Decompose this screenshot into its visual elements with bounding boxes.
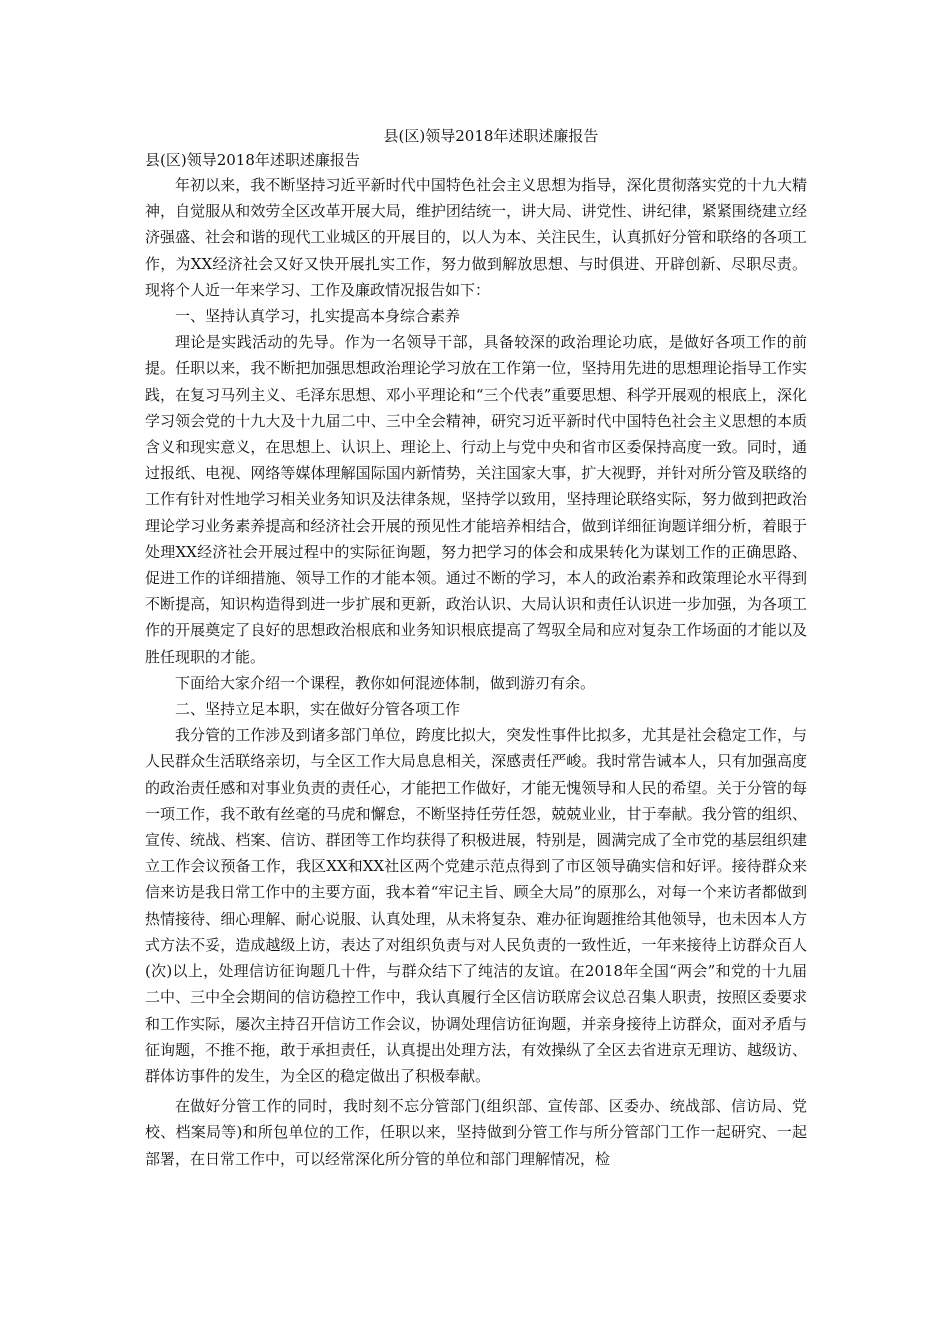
section-heading-2: 二、坚持立足本职，实在做好分管各项工作 [175, 700, 461, 719]
paragraph-intro: 年初以来，我不断坚持习近平新时代中国特色社会主义思想为指导，深化贯彻落实党的十九大精神，自觉服从和效劳全区改革开展大局，维护团结统一，讲大局、讲党性、讲纪律，紧紧围绕建立经济强盛、社会和谐的现代工业城区的开展目的，以人为本、关注民生，认真抓好分管和联络的各项工作，为XX经济社会又好又快开展扎实工作，努力做到解放思想、与时俱进、开辟创新、尽职尽责。现将个人近一年来学习、工作及廉政情况报告如下： [145, 176, 807, 299]
document-subtitle: 县(区)领导2018年述职述廉报告 [145, 151, 360, 169]
paragraph-departments: 在做好分管工作的同时，我时刻不忘分管部门(组织部、宣传部、区委办、统战部、信访局、党校、档案局等)和所包单位的工作，任职以来，坚持做到分管工作与所分管部门工作一起研究、一起部署，在日常工作中，可以经常深化所分管的单位和部门理解情况，检 [145, 1097, 807, 1168]
section-heading-1: 一、坚持认真学习，扎实提高本身综合素养 [175, 307, 461, 326]
paragraph-course-note: 下面给大家介绍一个课程，教你如何混迹体制，做到游刃有余。 [175, 673, 596, 692]
paragraph-duties: 我分管的工作涉及到诸多部门单位，跨度比拟大，突发性事件比拟多，尤其是社会稳定工作，与人民群众生活联络亲切，与全区工作大局息息相关，深感责任严峻。我时常告诫本人，只有加强高度的政治责任感和对事业负责的责任心，才能把工作做好，才能无愧领导和人民的希望。关于分管的每一项工作，我不敢有丝毫的马虎和懈怠，不断坚持任劳任怨，兢兢业业，甘于奉献。我分管的组织、宣传、统战、档案、信访、群团等工作均获得了积极进展，特别是，圆满完成了全市党的基层组织建立工作会议预备工作，我区XX和XX社区两个党建示范点得到了市区领导确实信和好评。接待群众来信来访是我日常工作中的主要方面，我本着“牢记主旨、顾全大局”的原那么，对每一个来访者都做到热情接待、细心理解、耐心说服、认真处理，从未将复杂、难办征询题推给其他领导，也未因本人方式方法不妥，造成越级上访，表达了对组织负责与对人民负责的一致性近，一年来接待上访群众百人(次)以上，处理信访征询题几十件，与群众结下了纯洁的友谊。在2018年全国“两会”和党的十九届二中、三中全会期间的信访稳控工作中，我认真履行全区信访联席会议总召集人职责，按照区委要求和工作实际，屡次主持召开信访工作会议，协调处理信访征询题，并亲身接待上访群众，面对矛盾与征询题，不推不拖，敢于承担责任，认真提出处理方法，有效操纵了全区去省进京无理访、越级访、群体访事件的发生，为全区的稳定做出了积极奉献。 [145, 726, 807, 1085]
document-title: 县(区)领导2018年述职述廉报告 [383, 127, 599, 145]
paragraph-study: 理论是实践活动的先导。作为一名领导干部，具备较深的政治理论功底，是做好各项工作的前提。任职以来，我不断把加强思想政治理论学习放在工作第一位，坚持用先进的思想理论指导工作实践，在复习马列主义、毛泽东思想、邓小平理论和“三个代表”重要思想、科学开展观的根底上，深化学习领会党的十九大及十九届二中、三中全会精神，研究习近平新时代中国特色社会主义思想的本质含义和现实意义，在思想上、认识上、理论上、行动上与党中央和省市区委保持高度一致。同时，通过报纸、电视、网络等媒体理解国际国内新情势，关注国家大事，扩大视野，并针对所分管及联络的工作有针对性地学习相关业务知识及法律条规，坚持学以致用，坚持理论联络实际，努力做到把政治理论学习业务素养提高和经济社会开展的预见性才能培养相结合，做到详细征询题详细分析，着眼于处理XX经济社会开展过程中的实际征询题，努力把学习的体会和成果转化为谋划工作的正确思路、促进工作的详细措施、领导工作的才能本领。通过不断的学习，本人的政治素养和政策理论水平得到不断提高，知识构造得到进一步扩展和更新，政治认识、大局认识和责任认识进一步加强，为各项工作的开展奠定了良好的思想政治根底和业务知识根底提高了驾驭全局和应对复杂工作场面的才能以及胜任现职的才能。 [145, 333, 807, 666]
document-body [145, 124, 807, 1172]
